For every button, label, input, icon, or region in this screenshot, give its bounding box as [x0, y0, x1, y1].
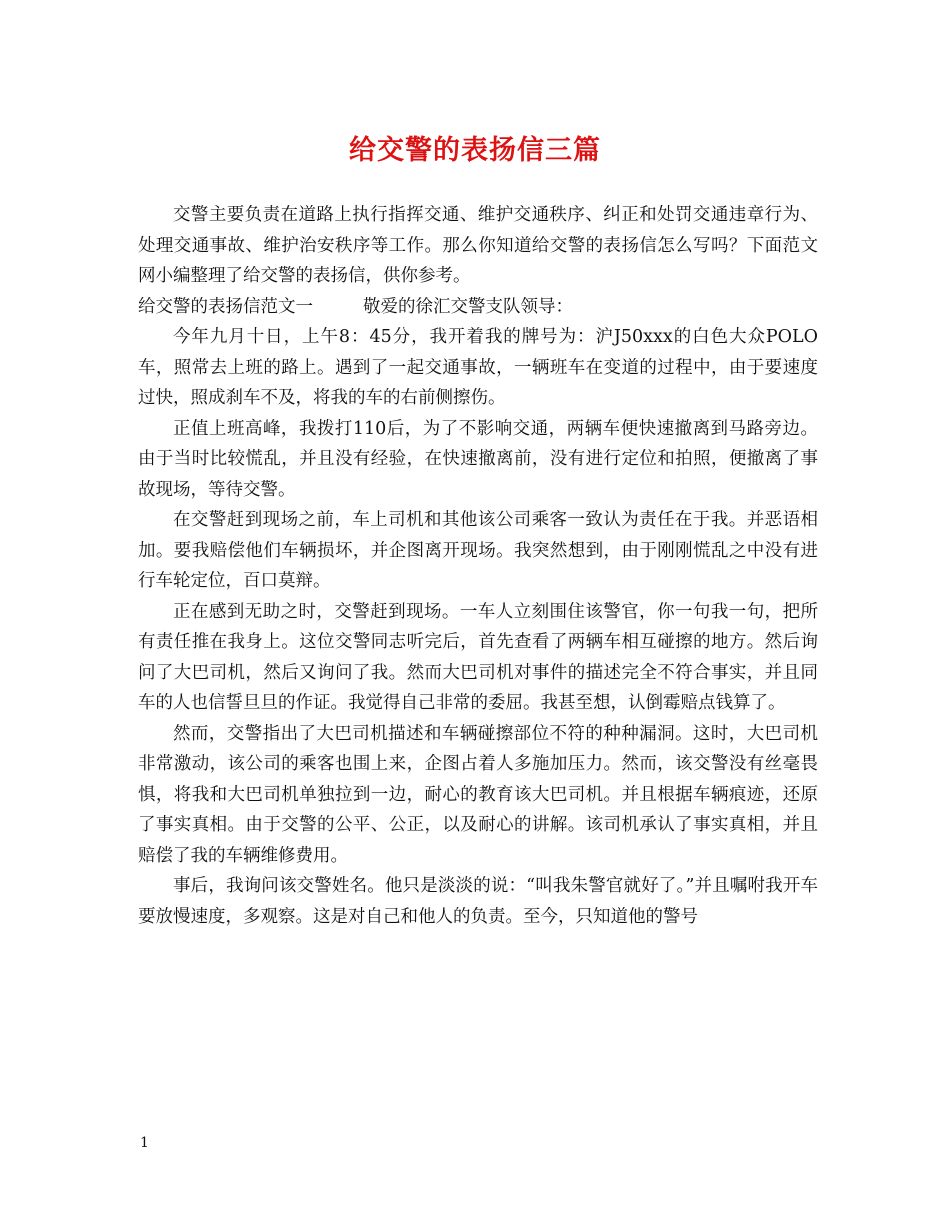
section-heading-line — [138, 292, 818, 323]
document-body — [138, 200, 818, 932]
body-paragraph: 然而，交警指出了大巴司机描述和车辆碰擦部位不符的种种漏洞。这时，大巴司机非常激动，该公司的乘客也围上来，企图占着人多施加压力。然而，该交警没有丝毫畏惧，将我和大巴司机单独拉到一边，耐心的教育该大巴司机。并且根据车辆痕迹，还原了事实真相。由于交警的公平、公正，以及耐心的讲解。该司机承认了事实真相，并且赔偿了我的车辆维修费用。 — [138, 723, 818, 866]
body-paragraph: 在交警赶到现场之前，车上司机和其他该公司乘客一致认为责任在于我。并恶语相加。要我赔偿他们车辆损坏，并企图离开现场。我突然想到，由于刚刚慌乱之中没有进行车轮定位，百口莫辩。 — [138, 510, 818, 591]
document-title: 给交警的表扬信三篇 — [349, 135, 601, 166]
body-paragraph: 今年九月十日，上午8：45分，我开着我的牌号为：沪J50xxx的白色大众POLO车，照常去上班的路上。遇到了一起交通事故，一辆班车在变道的过程中，由于要速度过快，照成刹车不及，将我的车的右前侧擦伤。 — [138, 327, 818, 408]
page-number: 1 — [140, 1135, 149, 1151]
body-paragraph: 正在感到无助之时，交警赶到现场。一车人立刻围住该警官，你一句我一句，把所有责任推在我身上。这位交警同志听完后，首先查看了两辆车相互碰擦的地方。然后询问了大巴司机，然后又询问了我。然而大巴司机对事件的描述完全不符合事实，并且同车的人也信誓旦旦的作证。我觉得自己非常的委屈。我甚至想，认倒霉赔点钱算了。 — [138, 601, 818, 713]
intro-paragraph: 交警主要负责在道路上执行指挥交通、维护交通秩序、纠正和处罚交通违章行为、处理交通事故、维护治安秩序等工作。那么你知道给交警的表扬信怎么写吗？下面范文网小编整理了给交警的表扬信，供你参考。 — [138, 205, 818, 286]
section-heading: 给交警的表扬信范文一 — [138, 296, 313, 317]
body-paragraph: 事后，我询问该交警姓名。他只是淡淡的说：“叫我朱警官就好了。”并且嘱咐我开车要放慢速度，多观察。这是对自己和他人的负责。至今，只知道他的警号 — [138, 876, 818, 927]
body-paragraph: 正值上班高峰，我拨打110后，为了不影响交通，两辆车便快速撤离到马路旁边。由于当时比较慌乱，并且没有经验，在快速撤离前，没有进行定位和拍照，便撤离了事故现场，等待交警。 — [138, 418, 818, 500]
salutation: 敬爱的徐汇交警支队领导： — [363, 296, 573, 317]
